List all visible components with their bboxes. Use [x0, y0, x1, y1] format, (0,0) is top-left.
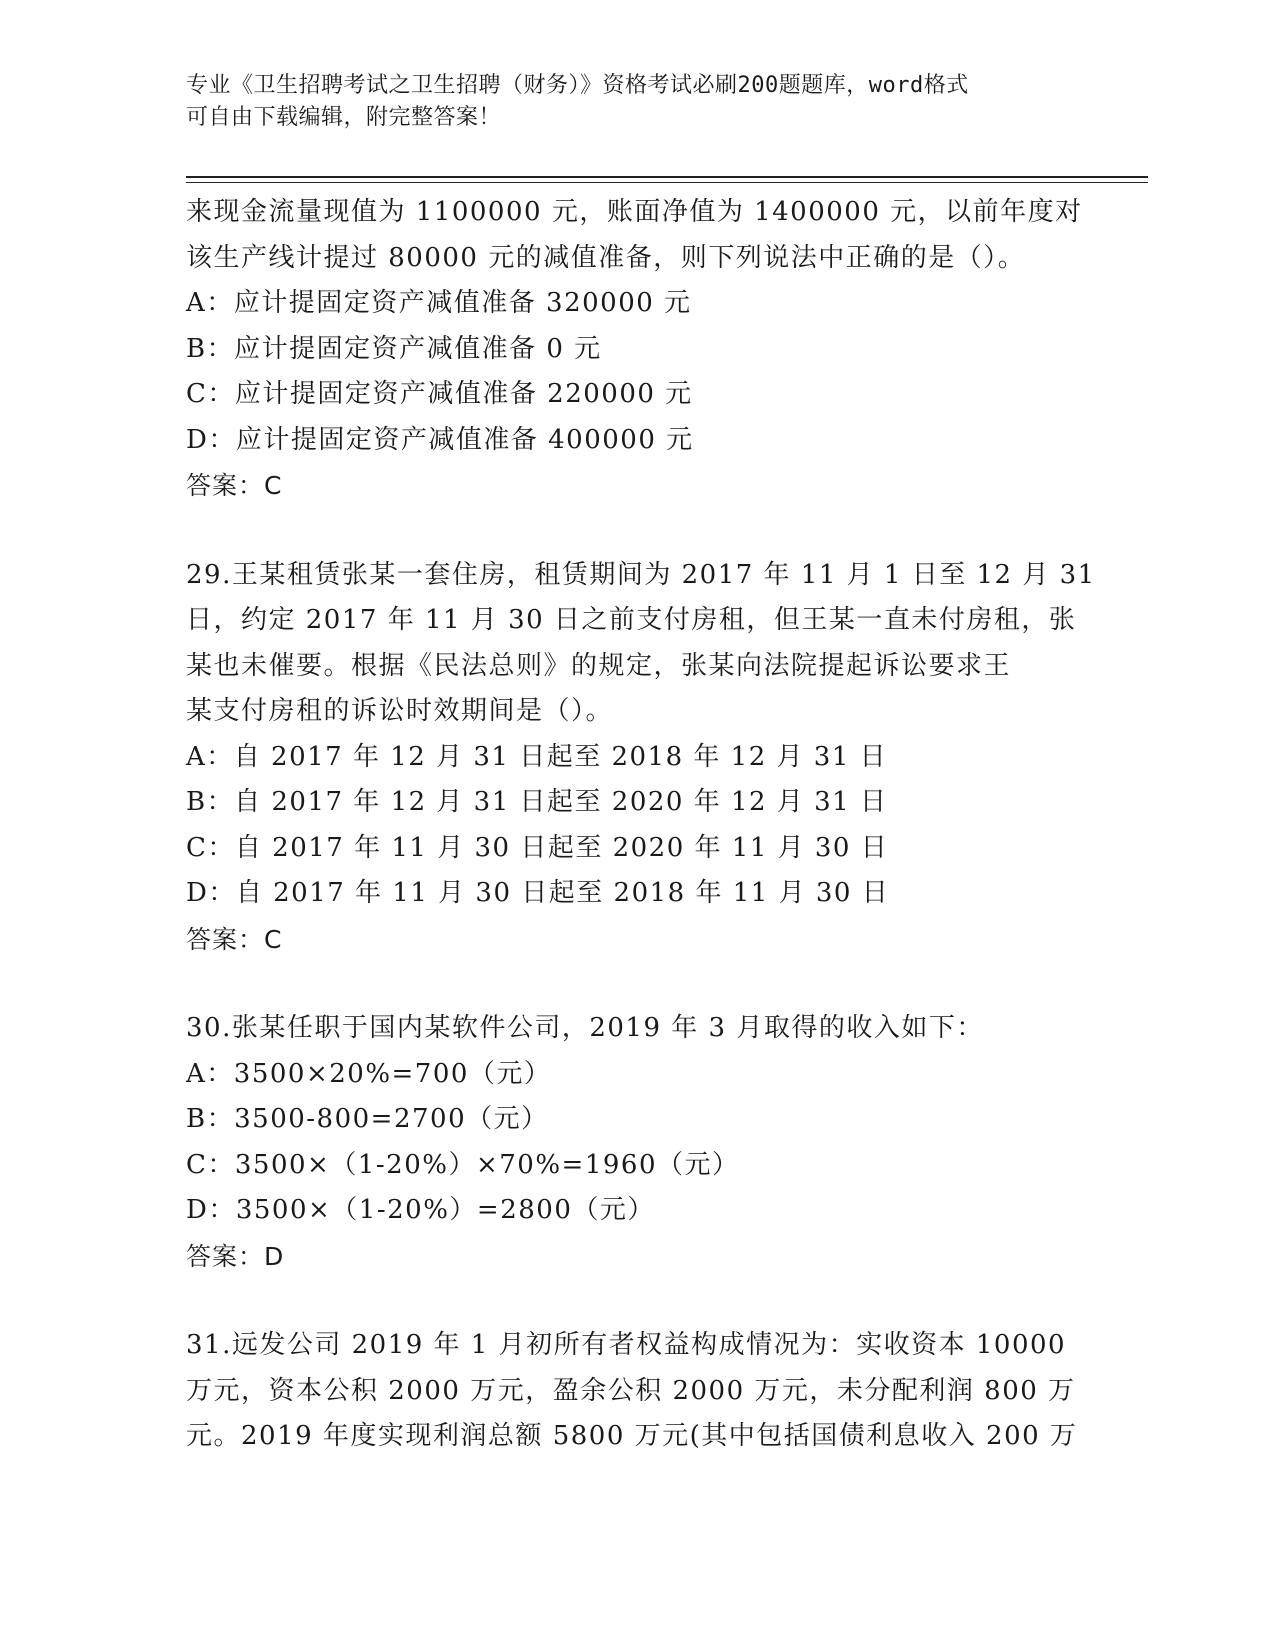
question-text: 29.王某租赁张某一套住房，租赁期间为 2017 年 11 月 1 日至 12 月 31 [186, 559, 1096, 590]
question-text: 某支付房租的诉讼时效期间是（）。 [186, 696, 614, 726]
question-28 [186, 190, 1086, 509]
option-a: A：3500×20%=700（元） [186, 1058, 552, 1089]
question-text: 来现金流量现值为 1100000 元，账面净值为 1400000 元，以前年度对 [186, 197, 1083, 227]
page-header [186, 70, 1066, 134]
option-b: B：应计提固定资产减值准备 0 元 [186, 333, 602, 364]
question-content [186, 190, 1096, 1460]
option-d: D：应计提固定资产减值准备 400000 元 [186, 424, 694, 455]
header-divider-thick [186, 176, 1148, 178]
question-30 [186, 1006, 1086, 1279]
option-b: B：自 2017 年 12 月 31 日起至 2020 年 12 月 31 日 [186, 787, 888, 817]
header-line-2: 可自由下载编辑，附完整答案！ [186, 105, 502, 130]
question-text: 元。2019 年度实现利润总额 5800 万元(其中包括国债利息收入 200 万 [186, 1421, 1078, 1451]
option-c: C：3500×（1-20%）×70%=1960（元） [186, 1149, 740, 1180]
question-29 [186, 553, 1096, 963]
question-31 [186, 1323, 1086, 1460]
header-divider-thin [186, 182, 1148, 183]
answer-label: 答案：D [186, 1241, 285, 1271]
question-text: 万元，资本公积 2000 万元，盈余公积 2000 万元，未分配利润 800 万 [186, 1375, 1076, 1406]
question-text: 30.张某任职于国内某软件公司，2019 年 3 月取得的收入如下： [186, 1013, 984, 1043]
spacer [186, 509, 1086, 553]
option-b: B：3500-800=2700（元） [186, 1104, 549, 1134]
option-a: A：自 2017 年 12 月 31 日起至 2018 年 12 月 31 日 [186, 741, 888, 772]
spacer [186, 1279, 1086, 1323]
option-a: A：应计提固定资产减值准备 320000 元 [186, 288, 692, 318]
answer-label: 答案：C [186, 471, 283, 500]
option-c: C：应计提固定资产减值准备 220000 元 [186, 379, 693, 409]
option-d: D：自 2017 年 11 月 30 日起至 2018 年 11 月 30 日 [186, 878, 890, 908]
option-d: D：3500×（1-20%）=2800（元） [186, 1195, 655, 1225]
answer-label: 答案：C [186, 924, 283, 954]
spacer [186, 962, 1086, 1006]
option-c: C：自 2017 年 11 月 30 日起至 2020 年 11 月 30 日 [186, 832, 889, 863]
question-text: 31.远发公司 2019 年 1 月初所有者权益构成情况为：实收资本 10000 [186, 1330, 1067, 1360]
header-line-1: 专业《卫生招聘考试之卫生招聘（财务）》资格考试必刷200题题库，word格式 [186, 73, 969, 98]
question-text: 日，约定 2017 年 11 月 30 日之前支付房租，但王某一直未付房租，张 [186, 605, 1077, 635]
question-text: 该生产线计提过 80000 元的减值准备，则下列说法中正确的是（）。 [186, 242, 1026, 273]
question-text: 某也未催要。根据《民法总则》的规定，张某向法院提起诉讼要求王 [186, 650, 1012, 681]
